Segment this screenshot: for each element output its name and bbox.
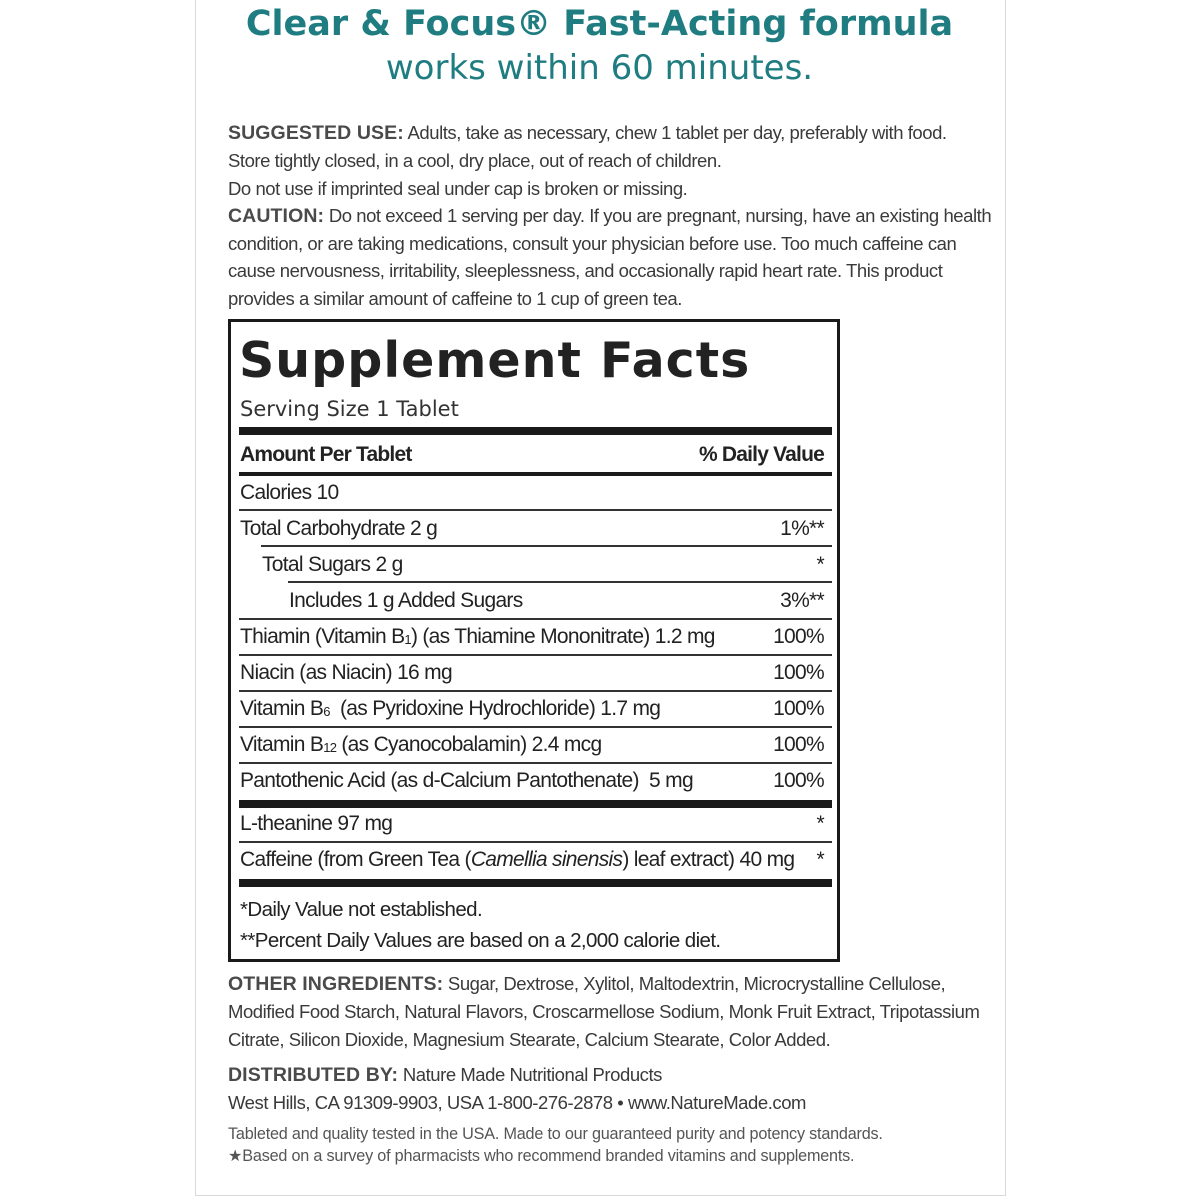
supplement-facts-panel — [228, 319, 840, 962]
nutrient-row — [240, 655, 824, 690]
nutrient-row — [289, 583, 824, 618]
nutrient-name: Includes 1 g Added Sugars — [289, 589, 523, 612]
caution-label: CAUTION: — [228, 204, 325, 227]
distributed-by-section — [228, 1061, 988, 1117]
amount-per-tablet-header: Amount Per Tablet — [240, 443, 412, 466]
nutrient-daily-value: 100% — [773, 661, 824, 684]
caution-text: Do not exceed 1 serving per day. If you are pregnant, nursing, have an existing health — [324, 204, 992, 226]
distributor-address: West Hills, CA 91309-9903, USA 1-800-276-2878 • www.NatureMade.com — [228, 1092, 806, 1114]
distributed-by-line-1 — [228, 1061, 988, 1089]
nutrient-row — [240, 691, 824, 726]
nutrient-row — [240, 842, 824, 877]
nutrient-name: Vitamin B12 (as Cyanocobalamin) 2.4 mcg — [240, 733, 602, 756]
other-ingredients-line-2: Modified Food Starch, Natural Flavors, Croscarmellose Sodium, Monk Fruit Extract, Tripotassium — [228, 1001, 980, 1023]
calories-text: Calories 10 — [240, 481, 339, 504]
other-ingredients-text: Sugar, Dextrose, Xylitol, Maltodextrin, Microcrystalline Cellulose, — [443, 973, 946, 994]
distributor-name: Nature Made Nutritional Products — [398, 1064, 662, 1085]
other-ingredients-label: OTHER INGREDIENTS: — [228, 973, 444, 995]
headline-title: Clear & Focus® Fast-Acting formula — [245, 4, 954, 44]
nutrient-daily-value: 100% — [773, 697, 824, 720]
nutrient-row — [240, 619, 824, 654]
supplement-facts-title: Supplement Facts — [239, 332, 751, 389]
nutrient-daily-value: 100% — [773, 769, 824, 792]
nutrient-daily-value: 1%** — [780, 517, 824, 540]
other-ingredients-line-1 — [228, 970, 988, 998]
fine-print-section — [228, 1124, 988, 1167]
nutrient-daily-value: * — [816, 848, 824, 871]
distributed-by-label: DISTRIBUTED BY: — [228, 1064, 399, 1086]
caution-line-3: cause nervousness, irritability, sleeplessness, and occasionally rapid heart rate. This product — [228, 260, 943, 282]
nutrient-daily-value: 100% — [773, 733, 824, 756]
nutrient-name: Thiamin (Vitamin B1) (as Thiamine Mononitrate) 1.2 mg — [240, 625, 715, 648]
nutrient-row — [240, 806, 824, 841]
serving-size: Serving Size 1 Tablet — [240, 397, 459, 421]
nutrient-row — [240, 511, 824, 546]
thick-divider — [239, 879, 832, 887]
caution-line-4: provides a similar amount of caffeine to 1 cup of green tea. — [228, 287, 682, 309]
other-ingredients-line-3: Citrate, Silicon Dioxide, Magnesium Stearate, Calcium Stearate, Color Added. — [228, 1028, 831, 1050]
nutrient-daily-value: 3%** — [780, 589, 824, 612]
nutrient-row — [240, 763, 824, 798]
footnote-percent-daily-value: **Percent Daily Values are based on a 2,000 calorie diet. — [240, 929, 721, 952]
fine-print-line-2: ★Based on a survey of pharmacists who recommend branded vitamins and supplements. — [228, 1146, 855, 1165]
nutrient-name: Vitamin B6 (as Pyridoxine Hydrochloride) 1.7 mg — [240, 697, 661, 720]
other-ingredients-section — [228, 970, 988, 1053]
fine-print-line-1: Tableted and quality tested in the USA. Made to our guaranteed purity and potency standards. — [228, 1125, 883, 1143]
thick-divider — [239, 427, 832, 435]
facts-footnotes — [240, 894, 721, 956]
footnote-daily-value: *Daily Value not established. — [240, 898, 483, 921]
nutrient-row — [240, 727, 824, 762]
calories-row — [240, 475, 824, 510]
nutrient-name: Niacin (as Niacin) 16 mg — [240, 661, 452, 684]
nutrient-name: Total Sugars 2 g — [262, 553, 403, 576]
nutrient-daily-value: 100% — [773, 625, 824, 648]
caution-line-1 — [228, 202, 992, 230]
suggested-use-text: Adults, take as necessary, chew 1 tablet per day, preferably with food. — [403, 122, 947, 143]
nutrient-name: Pantothenic Acid (as d-Calcium Pantothenate) 5 mg — [240, 769, 693, 792]
nutrient-name: L-theanine 97 mg — [240, 812, 393, 835]
nutrient-name: Total Carbohydrate 2 g — [240, 517, 438, 540]
daily-value-header: % Daily Value — [698, 443, 824, 466]
nutrient-row — [262, 547, 824, 582]
facts-header-row — [240, 439, 824, 471]
suggested-use-label: SUGGESTED USE: — [228, 122, 404, 144]
suggested-use-line-1 — [228, 119, 988, 147]
nutrient-name: Caffeine (from Green Tea (Camellia sinensis) leaf extract) 40 mg — [240, 848, 795, 871]
nutrient-daily-value: * — [816, 812, 824, 835]
nutrient-daily-value: * — [816, 553, 824, 576]
usage-section — [228, 119, 992, 312]
caution-line-2: condition, or are taking medications, consult your physician before use. Too much caffeine can — [228, 233, 957, 255]
suggested-use-line-3: Do not use if imprinted seal under cap is broken or missing. — [228, 177, 688, 199]
suggested-use-line-2: Store tightly closed, in a cool, dry place, out of reach of children. — [228, 150, 722, 172]
headline-subtitle: works within 60 minutes. — [385, 48, 814, 88]
